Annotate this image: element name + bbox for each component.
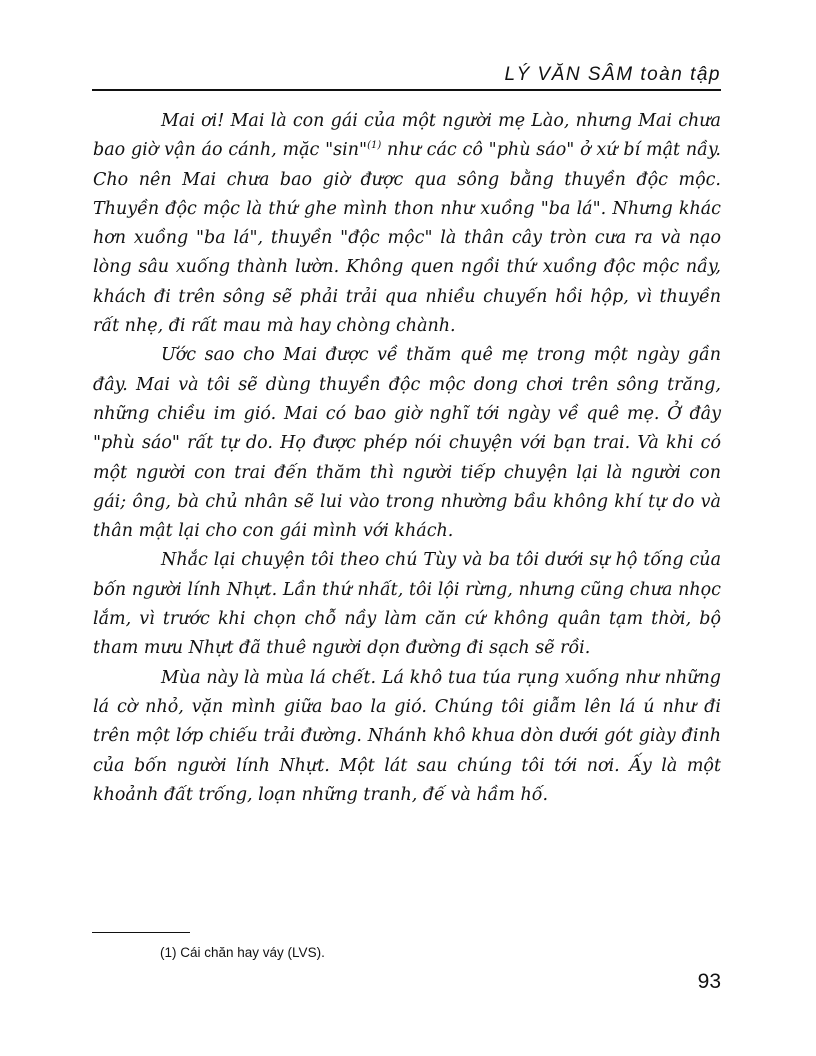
footnote-marker: (1) (367, 140, 382, 152)
main-text (93, 107, 721, 810)
paragraph-2: Ước sao cho Mai được về thăm quê mẹ trong một ngày gần đây. Mai và tôi sẽ dùng thuyền độc mộc dong chơi trên sông trăng, những chiều im gió. Mai có bao giờ nghĩ tới ngày về quê mẹ. Ở đây "phù sáo" rất tự do. Họ được phép nói chuyện với bạn trai. Và khi có một người con trai đến thăm thì người tiếp chuyện lại là người con gái; ông, bà chủ nhân sẽ lui vào trong nhường bầu không khí tự do và thân mật lại cho con gái mình với khách. (93, 345, 721, 542)
paragraph-3: Nhắc lại chuyện tôi theo chú Tùy và ba tôi dưới sự hộ tống của bốn người lính Nhựt. Lần thứ nhất, tôi lội rừng, nhưng cũng chưa nhọc lắm, vì trước khi chọn chỗ nầy làm căn cứ không quân tạm thời, bộ tham mưu Nhựt đã thuê người dọn đường đi sạch sẽ rồi. (93, 550, 721, 659)
paragraph-4: Mùa này là mùa lá chết. Lá khô tua túa rụng xuống như những lá cờ nhỏ, vặn mình giữa bao la gió. Chúng tôi giẫm lên lá ú như đi trên một lớp chiếu trải đường. Nhánh khô khua dòn dưới gót giày đinh của bốn người lính Nhựt. Một lát sau chúng tôi tới nơi. Ấy là một khoảnh đất trống, loạn những tranh, đế và hầm hố. (93, 667, 721, 805)
footnote-divider (92, 932, 190, 933)
page-number: 93 (697, 970, 721, 993)
header-divider (92, 89, 721, 91)
footnote: (1) Cái chăn hay váy (LVS). (160, 945, 325, 960)
running-header-title: LÝ VĂN SÂM toàn tập (504, 64, 721, 85)
paragraph-1 (93, 107, 721, 341)
paragraph-1-text-b: như các cô "phù sáo" ở xứ bí mật nầy. Cho nên Mai chưa bao giờ được qua sông bằng thuyền độc mộc. Thuyền độc mộc là thứ ghe mình thon như xuồng "ba lá". Nhưng khác hơn xuồng "ba lá", thuyền "độc mộc" là thân cây tròn cưa ra và nạo lòng sâu xuống thành lườn. Không quen ngồi thứ xuồng độc mộc nầy, khách đi trên sông sẽ phải trải qua nhiều chuyến hồi hộp, vì thuyền rất nhẹ, đi rất mau mà hay chòng chành. (93, 140, 721, 337)
paragraph-1-text-a: Mai ơi! Mai là con gái của một người mẹ Lào, nhưng Mai chưa bao giờ vận áo cánh, mặc "sin" (93, 111, 721, 161)
